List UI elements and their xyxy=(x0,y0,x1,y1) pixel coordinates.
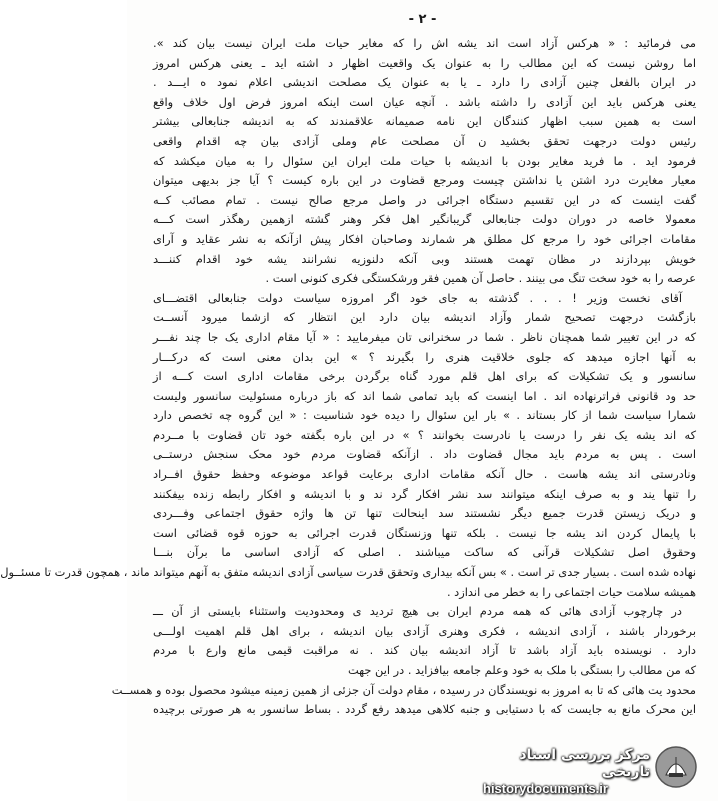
text-line: در ایران بالفعل چنین آزادی را دارد ـ یا به عنوان یک مصلحت اندیشی اعلام نمود ه ایـــد . xyxy=(153,75,696,90)
text-line: عرصه را به خود سخت تنگ می بینند . حاصل آن همین فقر ورشکستگی فکری کنونی است . xyxy=(265,271,696,286)
text-line: بازگشت درجهت تصحیح شمار وآزاد اندیشه بیان دارد این انتظار که ازشما میرود آنســت xyxy=(153,310,696,325)
text-line: و دریک زیستن قدرت جمیع دیگر نشستند سد اینحالت تنها تن ها واژه حقوق اجتماعی وفـــردی xyxy=(153,506,696,521)
text-line: که من مطالب را بستگی با ملک به خود وعلم جامعه بیافزاید . در این جهت xyxy=(347,663,696,677)
watermark xyxy=(483,741,698,795)
text-line: فرمود اید . ما فرید مغایر بودن با اندیشه با حیات ملت ایران این سئوال را به میان میکشد که xyxy=(153,153,696,168)
watermark-name: مرکز بررسی اسناد تاریخی xyxy=(519,747,650,780)
text-line: معیار مغایرت درد اشتن یا نداشتن چیست ومرجع قضاوت در این باره کیست ؟ آیا جز بدیهی میتوان xyxy=(153,173,696,188)
text-line: ونادرستی اند یشه هاست . حال آنکه مقامات اداری برعایت قواعد موضوعه وحفظ حقوق افــراد xyxy=(153,467,696,482)
page-number: - ۲ - xyxy=(408,12,437,27)
text-line: حد ود قانونی فراترنهاده اند . اما اینست که باید تمامی شما اند که باز درباره مسئولیت سانسور ولیست xyxy=(153,388,696,403)
text-line: گفت اینست که در این تقسیم دستگاه اجرائی در واصل مرجع صالح نیست . تمام مصائب کــه xyxy=(153,192,696,207)
text-line: در چارچوب آزادی هائی که همه مردم ایران بی هیچ تردید ی ومحدودیت واستثناء بایستی از آن ـــ xyxy=(153,604,682,619)
text-line: با پایمال کردن اند یشه جا نیست . بلکه تنها وزنستگان قدرت اجرائی به حوزه قوه قضائی است xyxy=(153,525,696,540)
text-line: این محرک مانع به جایست که با دستیابی و جنبه کلاهی میدهد رفع گردد . بساط سانسور به هر صورتی برچیده xyxy=(153,702,696,717)
text-line: معمولا خاصه در دوران دولت جنابعالی گریبانگیر اهل فکر وهنر گشته ازهمین رهگذر است کـــه xyxy=(153,212,696,227)
text-line: اما روشن نیست که این مطالب را به عنوان یک واقعیت اظهار د اشته اید ـ یعنی هرکس امروز xyxy=(153,55,696,70)
text-line: می فرمائید : « هرکس آزاد است اند یشه اش را که مغایر حیات ملت ایران نیست بیان کند ». xyxy=(153,36,696,50)
text-line: دارد . نویسنده باید آزاد باشد تا آزاد اندیشه بیان کند . نه مراقبت قیمی مانع وارع با مردم xyxy=(153,643,696,658)
text-line: را تنها یند و به صرف اینکه میتوانند سد نشر افکار گرد ند و با اندیشه و افکار رابطه زنده بیفکنند xyxy=(153,486,696,501)
text-line: شمارا سیاست شما از کار بستاند . » بار این سئوال را دیده خود شناسیت : « این گروه چه تخصص دارد xyxy=(153,408,696,423)
text-line: آقای نخست وزیر ! . . . گذشته به جای خود اگر امروزه سیاست دولت جنابعالی اقتضـــای xyxy=(153,290,682,305)
text-line: که در این تغییر شما همچنان ناظر . شما در سخنرانی تان میفرمایید : « آیا مقام اداری یک جا چند نفـــر xyxy=(153,329,696,344)
text-line: که اند یشه یک نفر را درست یا نادرست بخوانند ؟ » در این باره بگفته خود تان قضاوت با مــردم xyxy=(153,427,696,442)
text-line: مقامات اجرائی خود را مرجع کل مطلق هر شمارند وصاحبان افکار پیش ازآنکه به نشر عقاید و آرای xyxy=(153,231,696,246)
text-line: است . پس به مردم باید مجال قضاوت داد . ازآنکه قضاوت مردم خود محک سنجش درستــی xyxy=(153,447,696,462)
text-line: به آنها اجازه میدهد که جلوی خلاقیت هنری را بگیرند ؟ » این بدان معنی است که درکـــار xyxy=(153,349,696,364)
text-line: همیشه سلامت حیات اجتماعی را به خطر می اندازد . xyxy=(446,584,696,599)
text-line: یعنی هرکس باید این آزادی را داشته باشد . آنچه عیان است اینکه امروز فرض اول خلاف واقع xyxy=(153,94,696,109)
text-line: است به همین سبب اظهار کنندگان این نامه صمیمانه علاقمندند که به اندیشه جنابعالی بیشتر xyxy=(153,114,696,129)
text-line: محدود یت هائی که تا به امروز به نویسندگان در رسیده ، مقام دولت آن جزئی از همین زمینه میشود محصول بوده و همســت xyxy=(111,682,696,697)
text-line: نهاده شده است . بسیار جدی تر است . » بس آنکه بیداری وتحقق قدرت سیاسی آزادی اندیشه متفق به آنهم میتواند ماند ، همچون قدرت تا مسئــول xyxy=(0,565,696,580)
watermark-url: historydocuments.ir xyxy=(483,780,608,796)
text-line: رئیس دولت درجهت تحقق بخشید ن آن مصلحت عام وملی آزادی بیان چه اقدام واقعی xyxy=(153,133,696,148)
text-line: خویش بپردازند در مظان تهمت هستند وبی آنکه دلنوزیه نشرانند یشه خود اقدام کننـــد xyxy=(153,251,696,266)
letter-body-text xyxy=(0,34,696,720)
text-line: برخوردار باشند ، آزادی اندیشه ، فکری وهنری آزادی بیان اندیشه ، برای اهل قلم اهمیت اولـــی xyxy=(153,623,696,638)
text-line: وحقوق اصل تشکیلات قرآنی که ساکت میباشند . اصلی که آزادی اساسی ما برآن بنـــا xyxy=(153,545,696,560)
text-line: سانسور و یک تشکیلات که برای اهل قلم مورد گناه برگردن برخی مقامات اداری است کـــه از xyxy=(153,369,696,384)
archive-emblem-icon xyxy=(654,745,698,789)
